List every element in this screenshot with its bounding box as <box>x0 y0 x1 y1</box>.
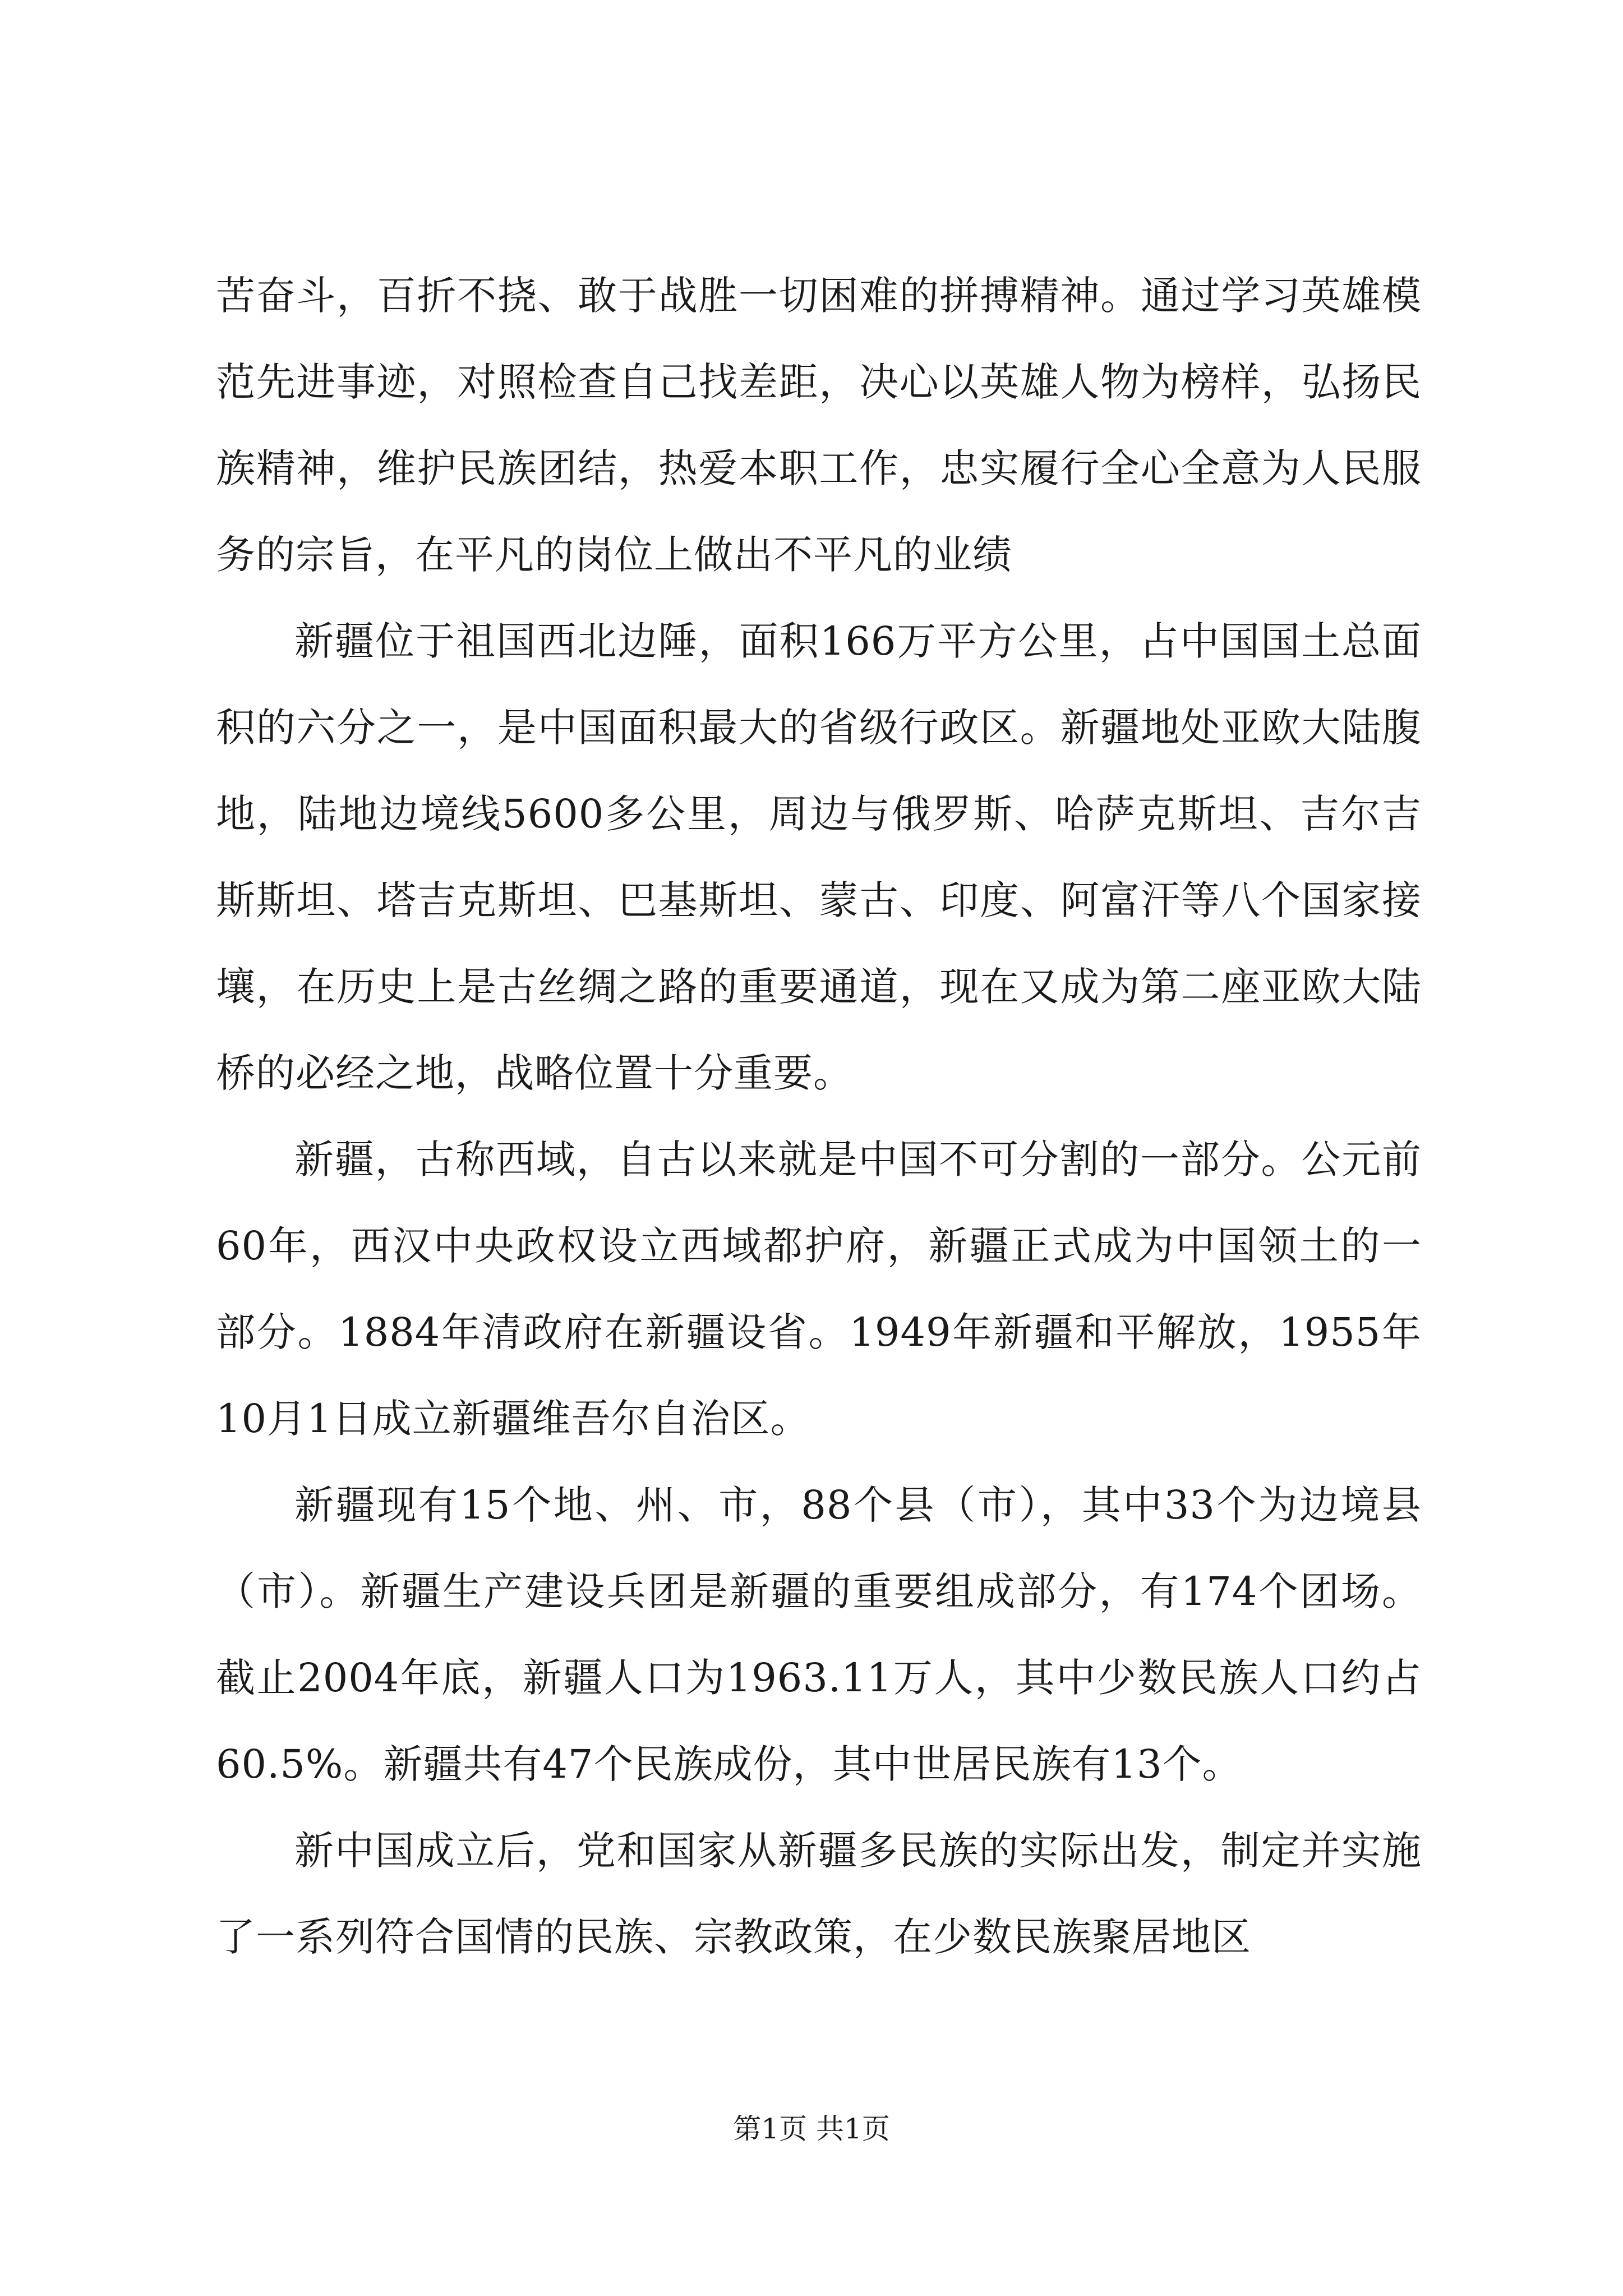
paragraph-2: 新疆位于祖国西北边陲，面积166万平方公里，占中国国土总面积的六分之一，是中国面积最大的省级行政区。新疆地处亚欧大陆腹地，陆地边境线5600多公里，周边与俄罗斯、哈萨克斯坦、吉尔吉斯斯坦、塔吉克斯坦、巴基斯坦、蒙古、印度、阿富汗等八个国家接壤，在历史上是古丝绸之路的重要通道，现在又成为第二座亚欧大陆桥的必经之地，战略位置十分重要。 <box>216 618 1422 1096</box>
paragraph-3: 新疆，古称西域，自古以来就是中国不可分割的一部分。公元前60年，西汉中央政权设立西域都护府，新疆正式成为中国领土的一部分。1884年清政府在新疆设省。1949年新疆和平解放，1955年10月1日成立新疆维吾尔自治区。 <box>216 1137 1422 1442</box>
paragraph-4: 新疆现有15个地、州、市，88个县（市），其中33个为边境县（市）。新疆生产建设兵团是新疆的重要组成部分，有174个团场。截止2004年底，新疆人口为1963.11万人，其中少数民族人口约占60.5%。新疆共有47个民族成份，其中世居民族有13个。 <box>216 1482 1422 1787</box>
paragraph-5: 新中国成立后，党和国家从新疆多民族的实际出发，制定并实施了一系列符合国情的民族、宗教政策，在少数民族聚居地区 <box>216 1828 1422 1960</box>
paragraph-1: 苦奋斗，百折不挠、敢于战胜一切困难的拼搏精神。通过学习英雄模范先进事迹，对照检查自己找差距，决心以英雄人物为榜样，弘扬民族精神，维护民族团结，热爱本职工作，忠实履行全心全意为人民服务的宗旨，在平凡的岗位上做出不平凡的业绩 <box>216 273 1422 578</box>
page-footer: 第1页 共1页 <box>733 2113 890 2145</box>
document-body <box>216 252 1422 1980</box>
